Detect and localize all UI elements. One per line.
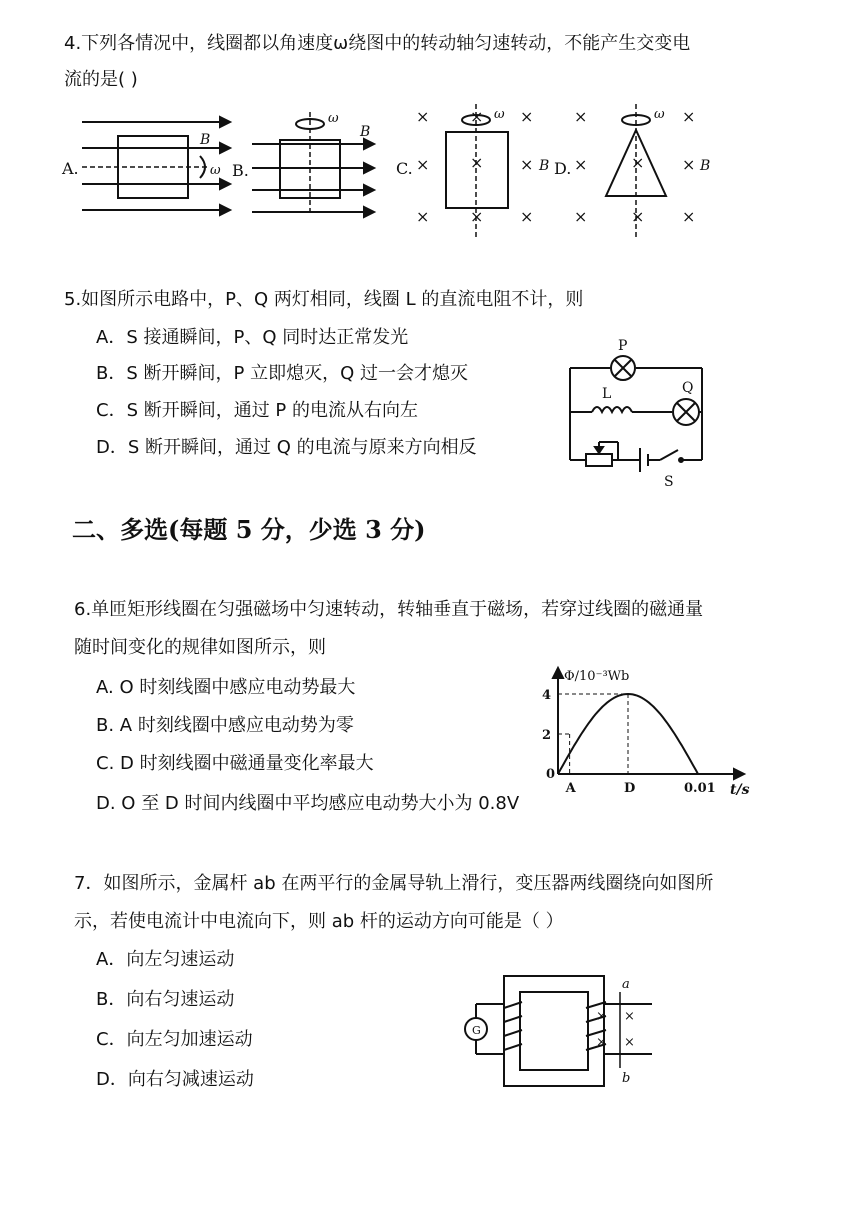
q4-label-a: A. bbox=[62, 159, 79, 178]
svg-text:G: G bbox=[472, 1024, 481, 1037]
x-tick-label: A bbox=[565, 781, 576, 796]
svg-text:×: × bbox=[574, 107, 588, 126]
q7-option-c: C．向左匀加速运动 bbox=[96, 1029, 253, 1050]
y-tick-label: 4 bbox=[542, 688, 552, 703]
q4-label-c: C. bbox=[396, 159, 413, 178]
svg-text:ω: ω bbox=[654, 107, 665, 122]
q7-stem-line1: 7．如图所示，金属杆 ab 在两平行的金属导轨上滑行，变压器两线圈绕向如图所 bbox=[74, 873, 714, 894]
q4-figure-a bbox=[60, 110, 240, 220]
q5-option-c: C．S 断开瞬间，通过 P 的电流从右向左 bbox=[96, 400, 419, 421]
q5-option-a: A．S 接通瞬间，P、Q 同时达正常发光 bbox=[96, 327, 409, 348]
svg-text:Q: Q bbox=[682, 380, 694, 396]
q4-stem-line2: 流的是( ) bbox=[64, 69, 138, 90]
q5-stem: 5.如图所示电路中，P、Q 两灯相同，线圈 L 的直流电阻不计，则 bbox=[64, 289, 584, 310]
svg-text:×: × bbox=[682, 207, 696, 226]
svg-text:P: P bbox=[618, 338, 628, 354]
svg-text:ω: ω bbox=[494, 107, 505, 122]
svg-text:×: × bbox=[596, 1035, 607, 1050]
q5-option-d: D．S 断开瞬间，通过 Q 的电流与原来方向相反 bbox=[96, 437, 477, 458]
q6-option-b: B. A 时刻线圈中感应电动势为零 bbox=[96, 715, 354, 736]
q4-figure-b bbox=[232, 110, 402, 220]
q7-option-a: A．向左匀速运动 bbox=[96, 949, 235, 970]
svg-text:×: × bbox=[624, 1009, 635, 1024]
svg-text:B: B bbox=[700, 158, 711, 174]
svg-text:×: × bbox=[682, 107, 696, 126]
svg-text:×: × bbox=[520, 107, 534, 126]
svg-text:×: × bbox=[520, 155, 534, 174]
svg-text:×: × bbox=[631, 207, 645, 226]
q4-figure-d bbox=[554, 100, 734, 240]
svg-text:×: × bbox=[416, 207, 430, 226]
q6-option-d: D. O 至 D 时间内线圈中平均感应电动势大小为 0.8V bbox=[96, 793, 520, 814]
q4-label-d: D. bbox=[554, 159, 572, 178]
svg-text:ω: ω bbox=[328, 111, 339, 126]
q5-option-b: B．S 断开瞬间，P 立即熄灭，Q 过一会才熄灭 bbox=[96, 363, 468, 384]
svg-text:×: × bbox=[624, 1035, 635, 1050]
svg-text:×: × bbox=[470, 107, 484, 126]
x-tick-label: 0 bbox=[546, 767, 556, 782]
svg-text:×: × bbox=[470, 207, 484, 226]
svg-text:b: b bbox=[622, 1071, 631, 1086]
svg-text:×: × bbox=[520, 207, 534, 226]
svg-text:L: L bbox=[602, 386, 612, 402]
svg-text:×: × bbox=[470, 153, 484, 172]
q4-label-b: B. bbox=[232, 161, 249, 180]
q7-option-d: D．向右匀减速运动 bbox=[96, 1069, 254, 1090]
x-axis-label: t/s bbox=[730, 782, 750, 798]
q6-flux-chart bbox=[538, 664, 768, 804]
section-title: 二、多选(每题 5 分，少选 3 分) bbox=[72, 515, 426, 544]
q6-stem-line2: 随时间变化的规律如图所示，则 bbox=[74, 637, 326, 658]
svg-text:B: B bbox=[539, 158, 550, 174]
q7-transformer-diagram bbox=[456, 968, 656, 1098]
q6-option-a: A. O 时刻线圈中感应电动势最大 bbox=[96, 677, 356, 698]
svg-text:×: × bbox=[631, 153, 645, 172]
y-axis-label: Φ/10⁻³Wb bbox=[564, 669, 630, 684]
q4-stem-line1: 4.下列各情况中，线圈都以角速度ω绕图中的转动轴匀速转动，不能产生交变电 bbox=[64, 33, 691, 54]
x-tick-label: D bbox=[624, 781, 636, 796]
svg-text:×: × bbox=[416, 107, 430, 126]
x-tick-label: 0.01 bbox=[684, 781, 716, 796]
q4-figure-c bbox=[396, 100, 566, 240]
svg-text:×: × bbox=[416, 155, 430, 174]
svg-text:ω: ω bbox=[210, 163, 221, 178]
svg-text:×: × bbox=[682, 155, 696, 174]
svg-text:S: S bbox=[664, 474, 674, 490]
y-tick-label: 2 bbox=[542, 728, 552, 743]
q6-stem-line1: 6.单匝矩形线圈在匀强磁场中匀速转动，转轴垂直于磁场，若穿过线圈的磁通量 bbox=[74, 599, 704, 620]
svg-text:×: × bbox=[574, 207, 588, 226]
svg-text:×: × bbox=[574, 155, 588, 174]
svg-text:×: × bbox=[596, 1009, 607, 1024]
svg-text:B: B bbox=[360, 124, 371, 140]
q7-option-b: B．向右匀速运动 bbox=[96, 989, 235, 1010]
svg-text:B: B bbox=[200, 132, 211, 148]
q7-stem-line2: 示，若使电流计中电流向下，则 ab 杆的运动方向可能是（ ） bbox=[74, 911, 564, 932]
flux-curve bbox=[558, 694, 698, 774]
svg-text:a: a bbox=[622, 977, 630, 992]
q5-circuit-diagram bbox=[560, 330, 730, 490]
q6-option-c: C. D 时刻线圈中磁通量变化率最大 bbox=[96, 753, 374, 774]
